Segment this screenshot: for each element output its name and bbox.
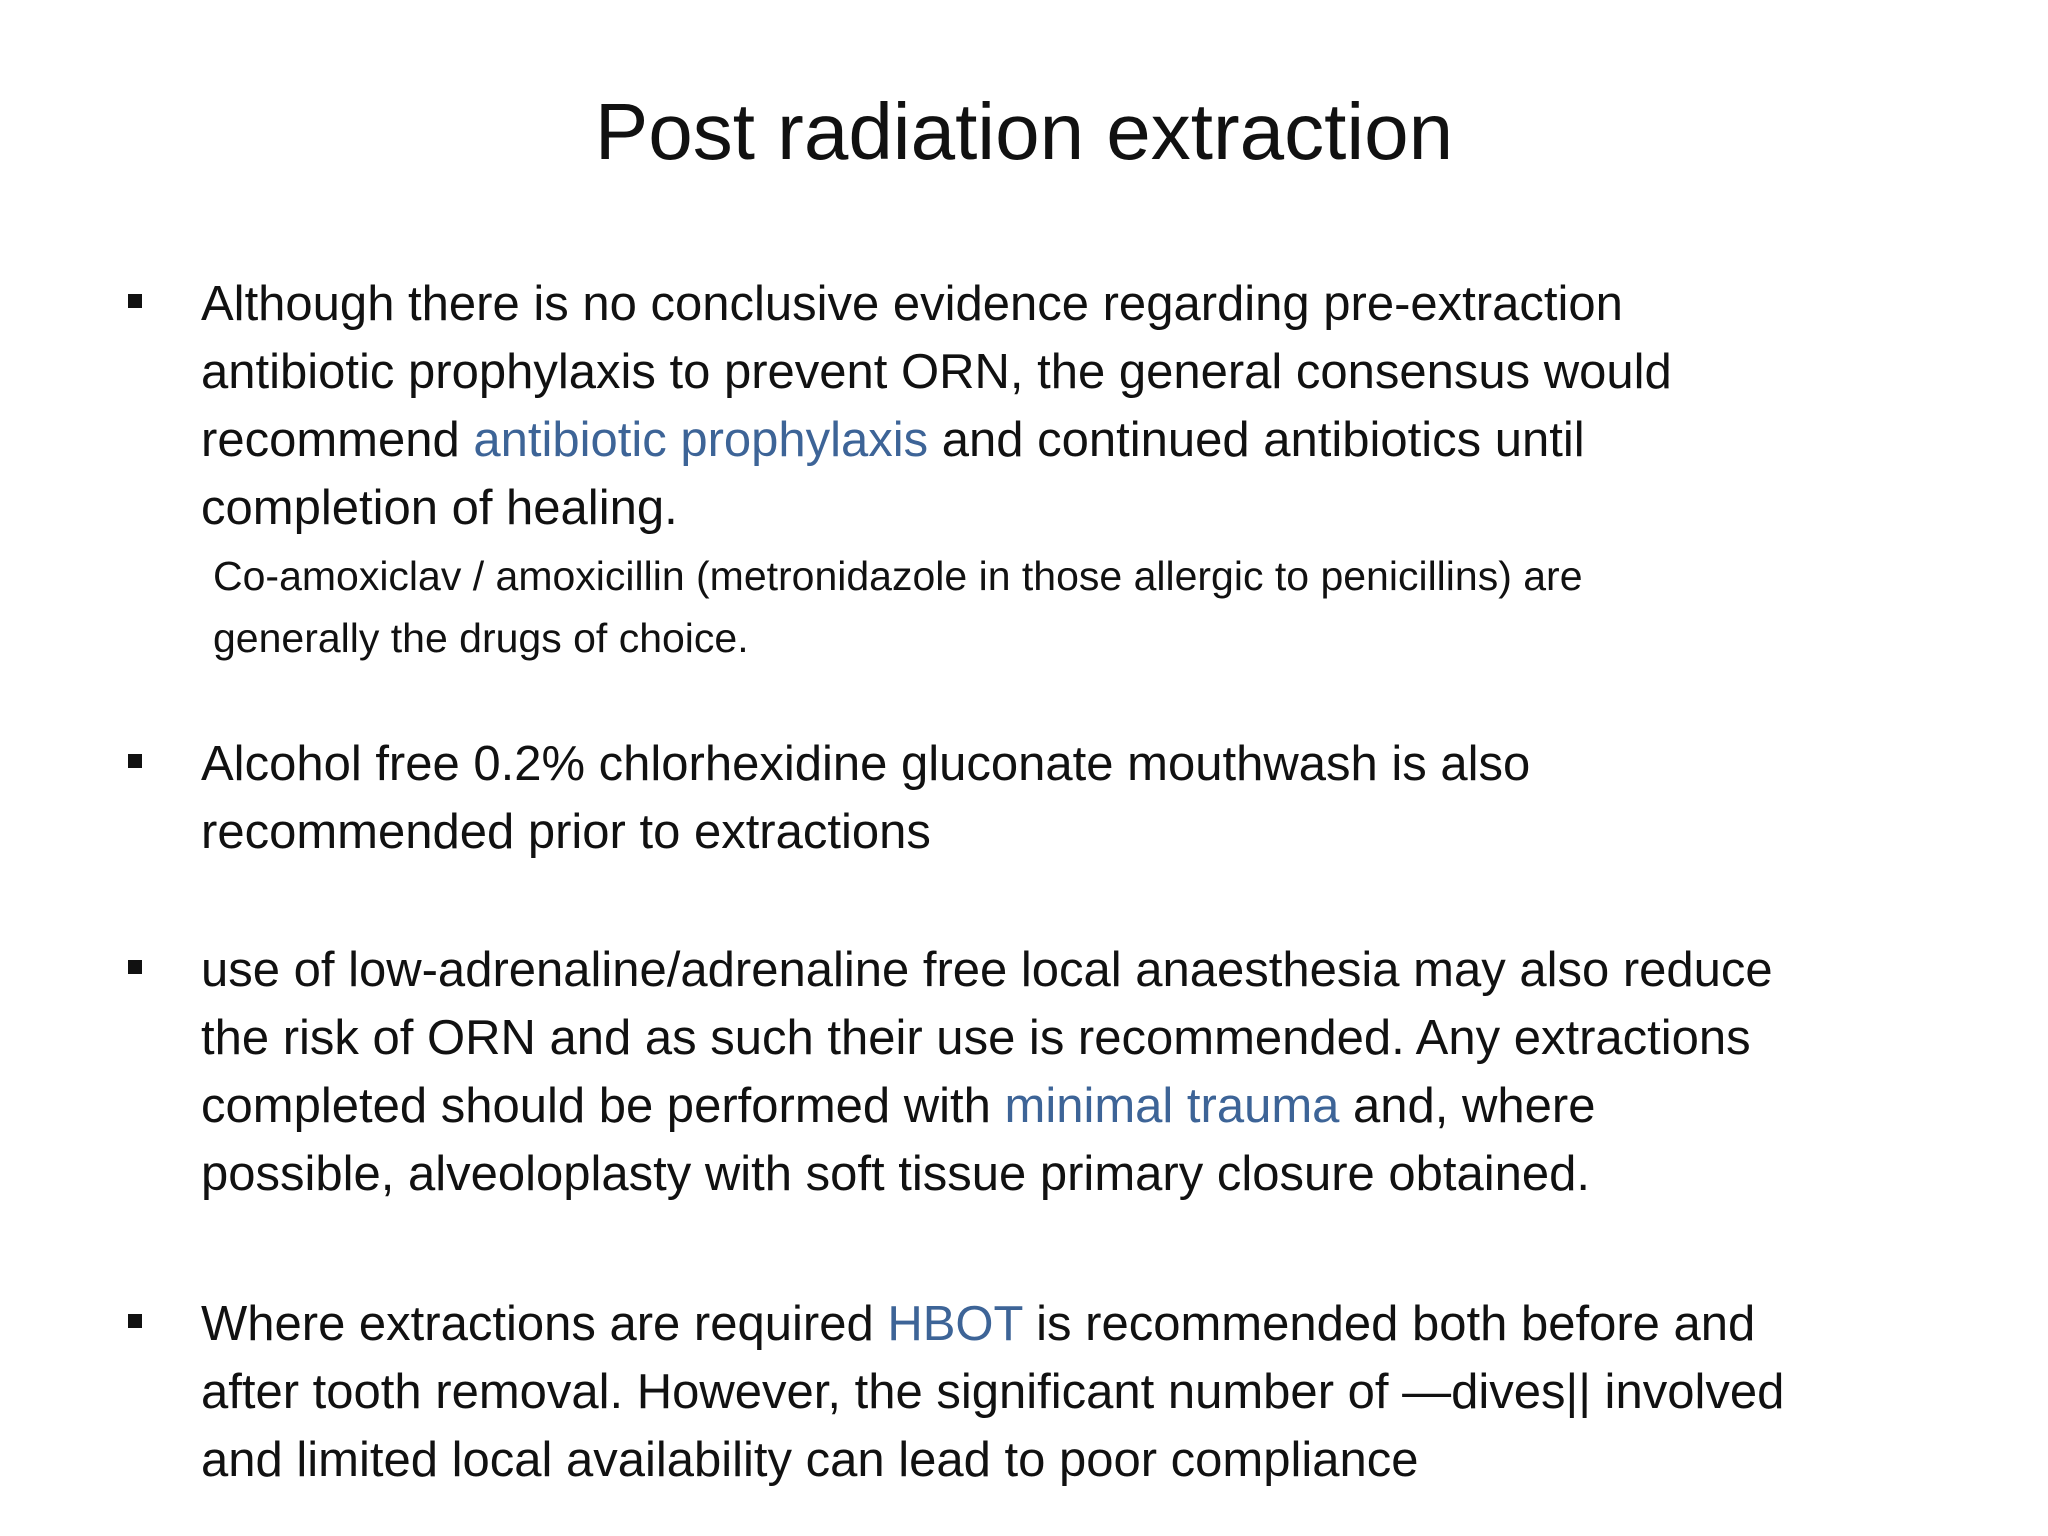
square-bullet-icon	[128, 754, 142, 768]
bullet-line	[201, 1072, 1961, 1140]
sub-note-line: generally the drugs of choice.	[213, 615, 749, 661]
bullet-line: after tooth removal. However, the significant number of —dives|| involved	[201, 1365, 1785, 1419]
bullet-text	[201, 730, 1961, 866]
highlight-antibiotic-prophylaxis: antibiotic prophylaxis	[473, 413, 929, 467]
sub-note	[213, 545, 1853, 669]
sub-note-line: Co-amoxiclav / amoxicillin (metronidazole in those allergic to penicillins) are	[213, 553, 1583, 599]
slide-title: Post radiation extraction	[594, 87, 1454, 176]
bullet-line: the risk of ORN and as such their use is recommended. Any extractions	[201, 1011, 1751, 1065]
square-bullet-icon	[128, 1314, 142, 1328]
text-run: and, where	[1339, 1079, 1596, 1133]
text-run: completed should be performed with	[201, 1079, 1005, 1133]
bullet-line: possible, alveoloplasty with soft tissue primary closure obtained.	[201, 1147, 1591, 1201]
text-run: recommend	[201, 413, 474, 467]
bullet-line	[201, 1290, 1961, 1358]
bullet-line: and limited local availability can lead to poor compliance	[201, 1433, 1419, 1487]
highlight-minimal-trauma: minimal trauma	[1004, 1079, 1340, 1133]
bullet-text	[201, 1290, 1961, 1494]
square-bullet-icon	[128, 960, 142, 974]
bullet-line: Although there is no conclusive evidence regarding pre-extraction	[201, 277, 1623, 331]
bullet-line	[201, 406, 1961, 474]
bullet-text	[201, 936, 1961, 1208]
text-run: and continued antibiotics until	[928, 413, 1585, 467]
bullet-line: Alcohol free 0.2% chlorhexidine gluconate mouthwash is also	[201, 737, 1531, 791]
bullet-line: recommended prior to extractions	[201, 805, 931, 859]
bullet-text	[201, 270, 1961, 542]
square-bullet-icon	[128, 294, 142, 308]
text-run: Where extractions are required	[201, 1297, 888, 1351]
text-run: is recommended both before and	[1022, 1297, 1756, 1351]
highlight-hbot: HBOT	[887, 1297, 1023, 1351]
bullet-line: use of low-adrenaline/adrenaline free local anaesthesia may also reduce	[201, 943, 1773, 997]
bullet-line: completion of healing.	[201, 481, 678, 535]
bullet-line: antibiotic prophylaxis to prevent ORN, the general consensus would	[201, 345, 1672, 399]
